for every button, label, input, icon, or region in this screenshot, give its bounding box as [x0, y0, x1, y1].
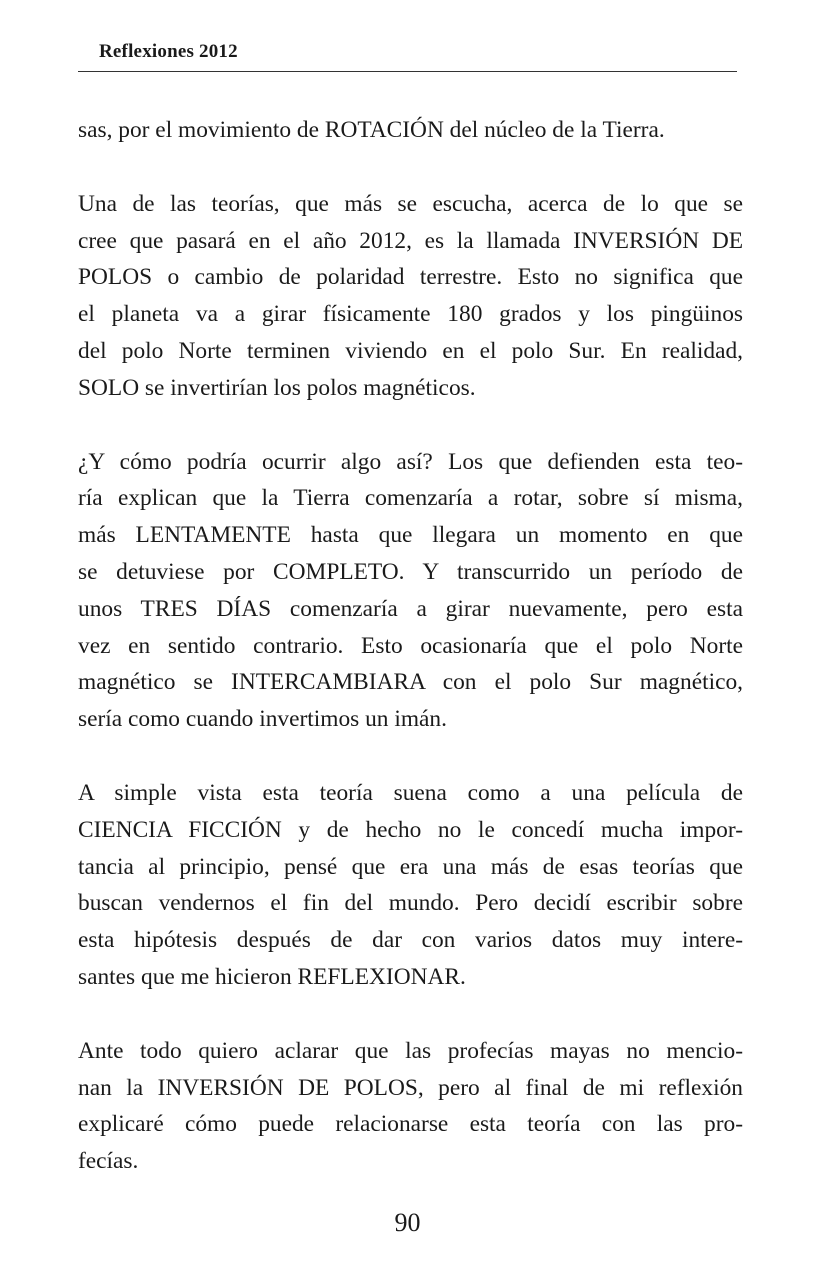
- page-body: [78, 112, 743, 1217]
- text-line: Una de las teorías, que más se escucha, acerca de lo que se: [78, 190, 743, 217]
- paragraph-1: [78, 112, 743, 149]
- text-line: esta hipótesis después de dar con varios datos muy intere-: [78, 927, 743, 954]
- text-line: CIENCIA FICCIÓN y de hecho no le concedí mucha impor-: [78, 816, 743, 843]
- text-line: Ante todo quiero aclarar que las profecías mayas no mencio-: [78, 1037, 743, 1064]
- text-line: nan la INVERSIÓN DE POLOS, pero al final de mi reflexión: [78, 1074, 743, 1101]
- text-line: ¿Y cómo podría ocurrir algo así? Los que defienden esta teo-: [78, 448, 743, 475]
- text-line: sería como cuando invertimos un imán.: [78, 706, 447, 733]
- text-line: vez en sentido contrario. Esto ocasionaría que el polo Norte: [78, 632, 743, 659]
- text-line: fecías.: [78, 1148, 139, 1175]
- text-line: magnético se INTERCAMBIARA con el polo Sur magnético,: [78, 669, 743, 696]
- text-line: POLOS o cambio de polaridad terrestre. Esto no significa que: [78, 264, 743, 291]
- text-line: cree que pasará en el año 2012, es la llamada INVERSIÓN DE: [78, 227, 743, 254]
- text-line: unos TRES DÍAS comenzaría a girar nuevamente, pero esta: [78, 595, 743, 622]
- text-line: el planeta va a girar físicamente 180 grados y los pingüinos: [78, 301, 743, 328]
- text-line: explicaré cómo puede relacionarse esta teoría con las pro-: [78, 1111, 743, 1138]
- page-number: 90: [394, 1208, 421, 1237]
- text-line: buscan vendernos el fin del mundo. Pero decidí escribir sobre: [78, 890, 743, 917]
- paragraph-2: [78, 186, 743, 407]
- text-line: santes que me hicieron REFLEXIONAR.: [78, 963, 466, 990]
- text-line: tancia al principio, pensé que era una más de esas teorías que: [78, 853, 743, 880]
- running-header: [78, 38, 737, 72]
- text-line: A simple vista esta teoría suena como a una película de: [78, 779, 743, 806]
- paragraph-4: [78, 775, 743, 996]
- paragraph-3: [78, 444, 743, 738]
- text-line: más LENTAMENTE hasta que llegara un momento en que: [78, 522, 743, 549]
- paragraph-5: [78, 1033, 743, 1180]
- text-line: sas, por el movimiento de ROTACIÓN del núcleo de la Tierra.: [78, 117, 665, 143]
- text-line: del polo Norte terminen viviendo en el polo Sur. En realidad,: [78, 337, 743, 364]
- text-line: ría explican que la Tierra comenzaría a rotar, sobre sí misma,: [78, 485, 743, 512]
- header-title: Reflexiones 2012: [99, 41, 238, 62]
- text-line: SOLO se invertirían los polos magnéticos.: [78, 374, 476, 401]
- text-line: se detuviese por COMPLETO. Y transcurrido un período de: [78, 558, 743, 585]
